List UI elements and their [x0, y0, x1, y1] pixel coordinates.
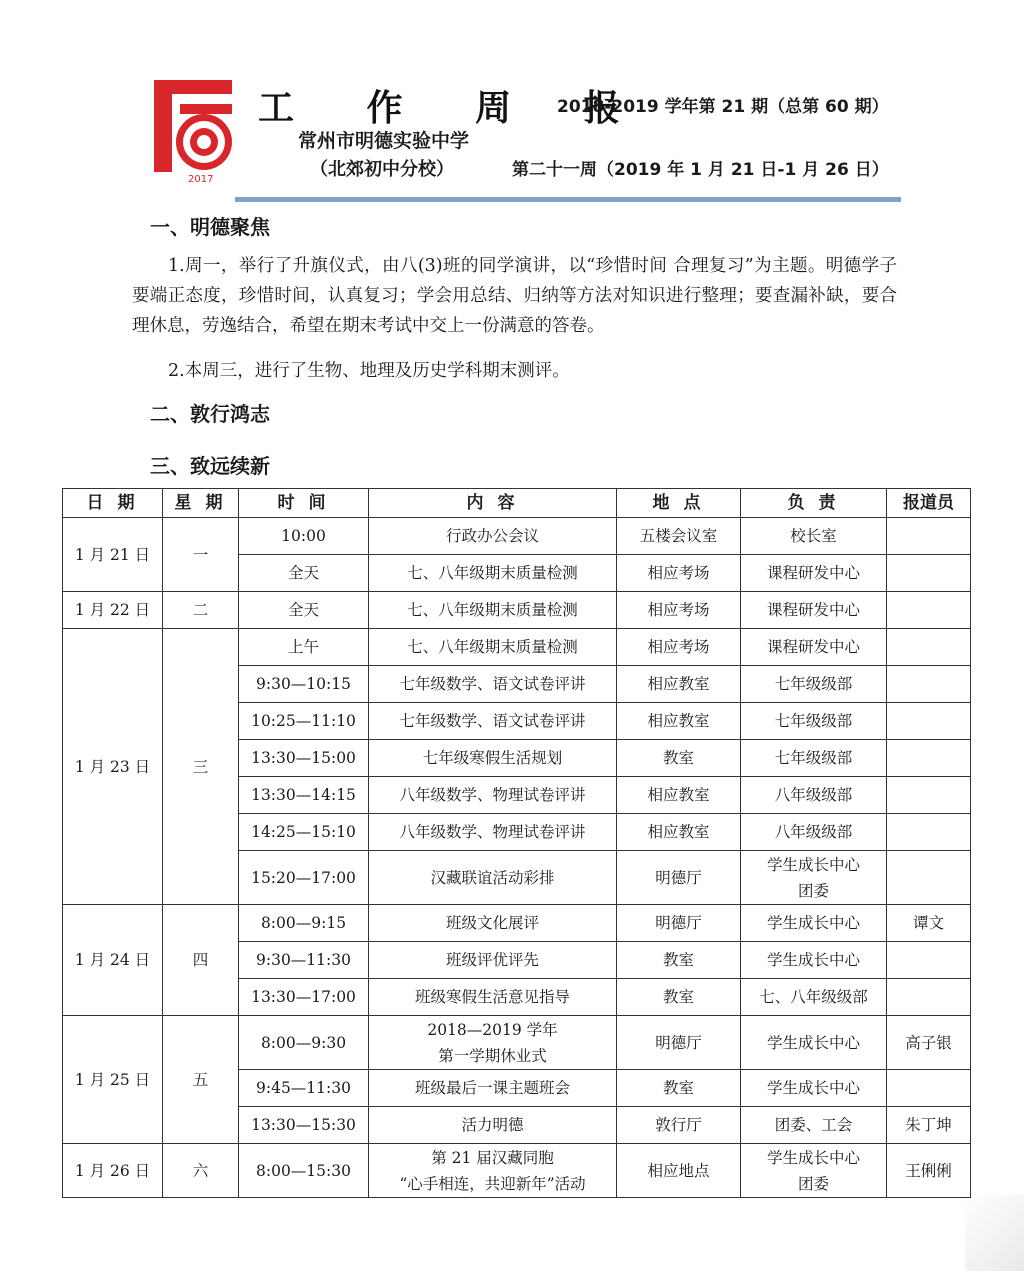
- place-cell: 明德厅: [617, 851, 741, 905]
- time-cell: 8:00—15:30: [239, 1144, 369, 1198]
- reporter-cell: [887, 777, 971, 814]
- owner-cell: 学生成长中心 团委: [741, 851, 887, 905]
- owner-cell: 课程研发中心: [741, 629, 887, 666]
- place-cell: 相应考场: [617, 592, 741, 629]
- branch-name: （北郊初中分校）: [310, 159, 454, 180]
- schedule-table: [62, 488, 971, 1198]
- content-cell: 班级评优评先: [369, 942, 617, 979]
- place-cell: 敦行厅: [617, 1107, 741, 1144]
- reporter-cell: 王俐俐: [887, 1144, 971, 1198]
- weekday-cell: 四: [163, 905, 239, 1016]
- reporter-cell: [887, 851, 971, 905]
- time-cell: 9:30—10:15: [239, 666, 369, 703]
- header-reporter: 报道员: [887, 489, 971, 518]
- content-cell: 班级寒假生活意见指导: [369, 979, 617, 1016]
- header-time: 时 间: [239, 489, 369, 518]
- place-cell: 教室: [617, 942, 741, 979]
- section-1-paragraph-1: 1.周一，举行了升旗仪式，由八(3)班的同学演讲，以“珍惜时间 合理复习”为主题。明德学子要端正态度，珍惜时间，认真复习；学会用总结、归纳等方法对知识进行整理；要查漏补缺，要合理休息，劳逸结合，希望在期末考试中交上一份满意的答卷。: [132, 256, 897, 336]
- owner-cell: 团委、工会: [741, 1107, 887, 1144]
- content-cell: 七年级数学、语文试卷评讲: [369, 666, 617, 703]
- section-1-paragraph-2: 2.本周三，进行了生物、地理及历史学科期末测评。: [168, 361, 570, 381]
- place-cell: 相应教室: [617, 777, 741, 814]
- owner-cell: 七年级级部: [741, 666, 887, 703]
- reporter-cell: [887, 703, 971, 740]
- date-cell: 1 月 21 日: [63, 518, 163, 592]
- table-row: [63, 629, 971, 666]
- table-row: [63, 1144, 971, 1198]
- content-cell: 七、八年级期末质量检测: [369, 629, 617, 666]
- weekday-cell: 二: [163, 592, 239, 629]
- date-cell: 1 月 24 日: [63, 905, 163, 1016]
- reporter-cell: [887, 518, 971, 555]
- reporter-cell: [887, 942, 971, 979]
- section-1-heading: 一、明德聚焦: [150, 215, 270, 239]
- time-cell: 14:25—15:10: [239, 814, 369, 851]
- page-corner-shade: [965, 1195, 1024, 1271]
- table-header-row: [63, 489, 971, 518]
- time-cell: 13:30—15:00: [239, 740, 369, 777]
- header-owner: 负 责: [741, 489, 887, 518]
- time-cell: 13:30—14:15: [239, 777, 369, 814]
- school-name: 常州市明德实验中学: [298, 130, 470, 152]
- owner-cell: 学生成长中心 团委: [741, 1144, 887, 1198]
- header-weekday: 星 期: [163, 489, 239, 518]
- time-cell: 9:45—11:30: [239, 1070, 369, 1107]
- weekday-cell: 三: [163, 629, 239, 905]
- reporter-cell: [887, 592, 971, 629]
- schedule-body: [63, 518, 971, 1198]
- time-cell: 8:00—9:30: [239, 1016, 369, 1070]
- reporter-cell: [887, 666, 971, 703]
- place-cell: 教室: [617, 740, 741, 777]
- owner-cell: 学生成长中心: [741, 905, 887, 942]
- owner-cell: 学生成长中心: [741, 1016, 887, 1070]
- owner-cell: 七年级级部: [741, 740, 887, 777]
- content-cell: 班级文化展评: [369, 905, 617, 942]
- week-range: 第二十一周（2019 年 1 月 21 日-1 月 26 日）: [512, 160, 889, 180]
- owner-cell: 七年级级部: [741, 703, 887, 740]
- school-logo: [152, 76, 240, 186]
- reporter-cell: 朱丁坤: [887, 1107, 971, 1144]
- reporter-cell: [887, 1070, 971, 1107]
- section-2-heading: 二、敦行鸿志: [150, 402, 270, 426]
- owner-cell: 课程研发中心: [741, 555, 887, 592]
- header-rule: [235, 197, 901, 202]
- owner-cell: 八年级级部: [741, 814, 887, 851]
- content-cell: 第 21 届汉藏同胞 “心手相连，共迎新年”活动: [369, 1144, 617, 1198]
- content-cell: 活力明德: [369, 1107, 617, 1144]
- place-cell: 教室: [617, 1070, 741, 1107]
- time-cell: 13:30—17:00: [239, 979, 369, 1016]
- place-cell: 相应考场: [617, 555, 741, 592]
- time-cell: 8:00—9:15: [239, 905, 369, 942]
- time-cell: 全天: [239, 555, 369, 592]
- reporter-cell: [887, 555, 971, 592]
- content-cell: 七年级数学、语文试卷评讲: [369, 703, 617, 740]
- date-cell: 1 月 26 日: [63, 1144, 163, 1198]
- table-row: [63, 592, 971, 629]
- owner-cell: 校长室: [741, 518, 887, 555]
- place-cell: 相应地点: [617, 1144, 741, 1198]
- owner-cell: 学生成长中心: [741, 1070, 887, 1107]
- place-cell: 相应教室: [617, 814, 741, 851]
- place-cell: 明德厅: [617, 905, 741, 942]
- date-cell: 1 月 22 日: [63, 592, 163, 629]
- logo-year: 2017: [188, 174, 214, 185]
- place-cell: 相应教室: [617, 666, 741, 703]
- content-cell: 汉藏联谊活动彩排: [369, 851, 617, 905]
- header-content: 内 容: [369, 489, 617, 518]
- owner-cell: 七、八年级级部: [741, 979, 887, 1016]
- owner-cell: 学生成长中心: [741, 942, 887, 979]
- reporter-cell: [887, 629, 971, 666]
- content-cell: 八年级数学、物理试卷评讲: [369, 777, 617, 814]
- place-cell: 五楼会议室: [617, 518, 741, 555]
- owner-cell: 课程研发中心: [741, 592, 887, 629]
- owner-cell: 八年级级部: [741, 777, 887, 814]
- reporter-cell: [887, 979, 971, 1016]
- place-cell: 相应教室: [617, 703, 741, 740]
- content-cell: 行政办公会议: [369, 518, 617, 555]
- table-row: [63, 905, 971, 942]
- time-cell: 13:30—15:30: [239, 1107, 369, 1144]
- content-cell: 八年级数学、物理试卷评讲: [369, 814, 617, 851]
- weekday-cell: 五: [163, 1016, 239, 1144]
- content-cell: 班级最后一课主题班会: [369, 1070, 617, 1107]
- issue-number: 2018-2019 学年第 21 期（总第 60 期）: [557, 97, 889, 117]
- table-row: [63, 518, 971, 555]
- section-3-heading: 三、致远续新: [150, 454, 270, 478]
- date-cell: 1 月 23 日: [63, 629, 163, 905]
- header-place: 地 点: [617, 489, 741, 518]
- reporter-cell: [887, 814, 971, 851]
- place-cell: 教室: [617, 979, 741, 1016]
- weekday-cell: 六: [163, 1144, 239, 1198]
- time-cell: 10:25—11:10: [239, 703, 369, 740]
- header-date: 日 期: [63, 489, 163, 518]
- place-cell: 明德厅: [617, 1016, 741, 1070]
- content-cell: 七年级寒假生活规划: [369, 740, 617, 777]
- reporter-cell: [887, 740, 971, 777]
- time-cell: 10:00: [239, 518, 369, 555]
- weekday-cell: 一: [163, 518, 239, 592]
- table-row: [63, 1016, 971, 1070]
- reporter-cell: 谭文: [887, 905, 971, 942]
- masthead-title: 工 作 周 报: [258, 88, 650, 129]
- content-cell: 2018—2019 学年 第一学期休业式: [369, 1016, 617, 1070]
- time-cell: 全天: [239, 592, 369, 629]
- time-cell: 15:20—17:00: [239, 851, 369, 905]
- place-cell: 相应考场: [617, 629, 741, 666]
- time-cell: 9:30—11:30: [239, 942, 369, 979]
- date-cell: 1 月 25 日: [63, 1016, 163, 1144]
- reporter-cell: 高子银: [887, 1016, 971, 1070]
- content-cell: 七、八年级期末质量检测: [369, 592, 617, 629]
- content-cell: 七、八年级期末质量检测: [369, 555, 617, 592]
- time-cell: 上午: [239, 629, 369, 666]
